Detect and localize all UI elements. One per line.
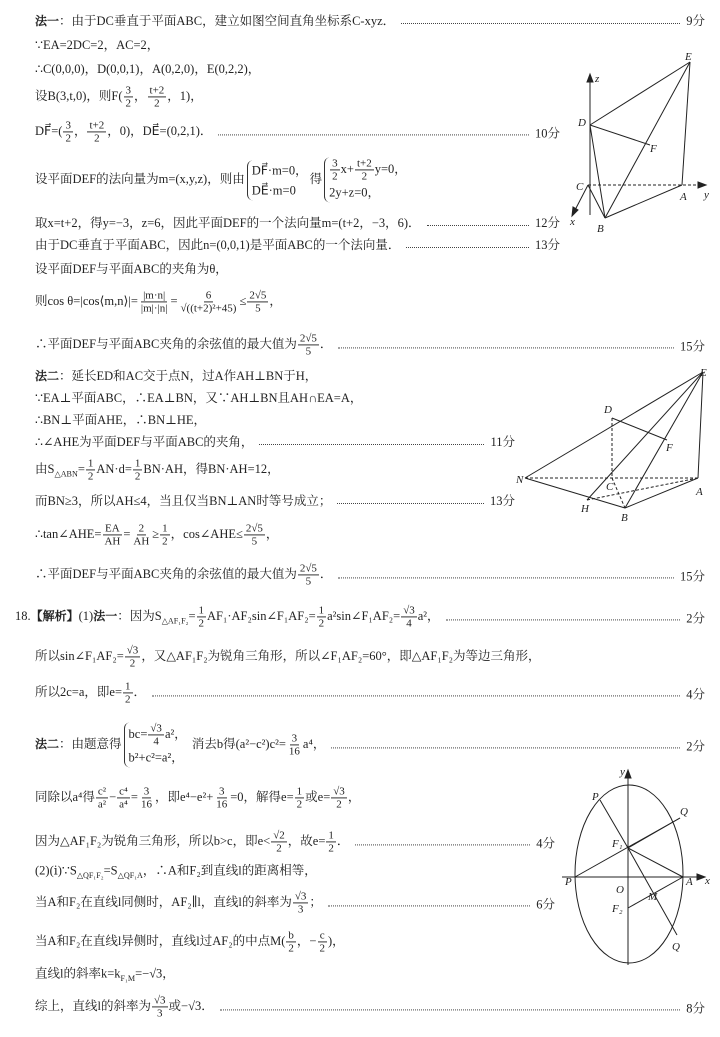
point-label: D xyxy=(604,404,612,416)
figure-ellipse xyxy=(562,770,705,965)
score-mark: 13分 xyxy=(534,238,560,252)
point-label: Q xyxy=(672,941,680,953)
line-text: 直线l的斜率$k=k_{F_1M}=-√3$， xyxy=(35,966,175,983)
line-text: ∴∠AHE为平面DEF与平面ABC的夹角， xyxy=(35,435,254,449)
line-text: 设B(3,t,0)，则F( $\frac{3}{2}$ ， $\frac{t+2}{2}$ ，1)， xyxy=(35,84,203,110)
score-mark: 13分 xyxy=(489,494,515,508)
score-mark: 2分 xyxy=(686,611,705,625)
point-label: F xyxy=(650,143,657,155)
line-text: ∴C(0,0,0)，D(0,0,1)，A(0,2,0)，E(0,2,2)， xyxy=(35,62,261,76)
point-label: D xyxy=(578,117,586,129)
point-label: Q xyxy=(680,806,688,818)
line-text: ∵EA=2DC=2，AC=2， xyxy=(35,38,160,52)
line-text: 当A和F₂在直线l同侧时，AF₂∥l，直线l的斜率为 $\frac{√3}{3}$ ； xyxy=(35,890,322,916)
point-label: M xyxy=(648,891,658,903)
axis-label: y xyxy=(620,766,625,778)
point-label: A xyxy=(686,876,693,888)
line-text: 所以2c=a，即e= $\frac{1}{2}$ ． xyxy=(35,680,147,706)
line-text: 所以sin∠F₁AF₂= $\frac{√3}{2}$ ，又△AF₁F₂为锐角三角形，所以∠F₁AF₂=60°，即△AF₁F₂为等边三角形， xyxy=(35,644,541,670)
figure-pyramid xyxy=(525,372,703,508)
score-mark: 8分 xyxy=(686,1001,705,1015)
line-text: 法一：由于DC垂直于平面ABC，建立如图空间直角坐标系C-xyz． xyxy=(35,14,396,28)
score-mark: 6分 xyxy=(536,897,555,911)
score-mark: 4分 xyxy=(686,687,705,701)
line-text: 18.【解析】(1)法一：因为$S_{\triangle AF_1F_2}=$ $\frac{1}{2}$ AF₁·AF₂sin∠F₁AF₂= $\frac{1}{2}$ a²sin∠F₁AF₂= $\frac{√3}{4}$ a²， xyxy=(15,604,440,630)
score-mark: 2分 xyxy=(686,739,705,753)
point-label: E xyxy=(700,367,707,379)
line-text: 由于DC垂直于平面ABC，因此n=(0,0,1)是平面ABC的一个法向量． xyxy=(35,238,401,252)
line-text: 法二：由题意得 bc= $\frac{√3}{4}$ a²， b²+c²=a²， 消去b得(a²−c²)c²= $\frac{3}{16}$ a⁴， xyxy=(35,722,325,767)
line-text: 同除以a⁴得 $\frac{\text{c²}}{\text{a²}}$ − $\frac{\text{c⁴}}{\text{a⁴}}$ = $\frac{3}{16}$ ，即e⁴−e²+ $\frac{3}{16}$ =0，解得e= $\frac{1}{2}$ 或e= $\frac{√3}{2}$ ， xyxy=(35,785,361,811)
line-text: 而BN≥3，所以AH≤4，当且仅当BN⊥AN时等号成立； xyxy=(35,494,332,508)
score-mark: 15分 xyxy=(679,569,705,583)
point-label: E xyxy=(685,51,692,63)
point-label: B xyxy=(621,512,628,524)
point-label: B xyxy=(597,223,604,235)
point-label: C xyxy=(576,181,584,193)
line-text: 当A和F₂在直线l异侧时，直线l过AF₂的中点M( $\frac{b}{2}$ ，− $\frac{c}{2}$ )， xyxy=(35,929,345,955)
point-label: C xyxy=(606,481,614,493)
line-text: 由$S_{\triangle ABN}=$ $\frac{1}{2}$ AN·d= $\frac{1}{2}$ BN·AH，得BN·AH=12， xyxy=(35,457,280,483)
axis-label: x xyxy=(705,875,710,887)
point-label: F₁ xyxy=(612,838,623,850)
line-text: DF⃗=( $\frac{3}{2}$ ， $\frac{t+2}{2}$ ，0)，DE⃗=(0,2,1)． xyxy=(35,119,213,145)
point-label: A xyxy=(680,191,687,203)
point-label: P xyxy=(592,791,599,803)
line-text: 设平面DEF与平面ABC的夹角为θ， xyxy=(35,262,228,276)
line-text: ∴tan∠AHE= $\frac{EA}{AH}$ = $\frac{2}{AH}$ ≥ $\frac{1}{2}$ ，cos∠AHE≤ $\frac{2√5}{5}$ ， xyxy=(35,522,279,548)
line-text: 设平面DEF的法向量为m=(x,y,z)，则由 DF⃗·m=0， DE⃗·m=0 得 $\frac{3}{2}$ x+ $\frac{t+2}{2}$ y=0， 2y+z=0， xyxy=(35,157,409,202)
line-text: ∵EA⊥平面ABC，∴EA⊥BN，又∵AH⊥BN且AH∩EA=A， xyxy=(35,391,363,405)
score-mark: 11分 xyxy=(490,435,515,449)
line-text: ∴BN⊥平面AHE，∴BN⊥HE， xyxy=(35,413,207,427)
score-mark: 12分 xyxy=(534,216,560,230)
line-text: ∴平面DEF与平面ABC夹角的余弦值的最大值为 $\frac{2√5}{5}$ ． xyxy=(35,332,333,358)
point-label: F xyxy=(666,442,673,454)
axis-label: y xyxy=(704,189,709,201)
score-mark: 15分 xyxy=(679,339,705,353)
line-text: $(2)(ⅰ)\because S_{\triangle QF_1F_2}=S_{\triangle QF_1A}$，∴A和F₂到直线l的距离相等， xyxy=(35,863,317,880)
point-label: A xyxy=(696,486,703,498)
point-label: H xyxy=(581,503,589,515)
point-label: N xyxy=(516,474,524,486)
line-text: 综上，直线l的斜率为 $\frac{√3}{3}$ 或−√3． xyxy=(35,994,214,1020)
score-mark: 10分 xyxy=(534,126,560,140)
axis-label: z xyxy=(595,73,600,85)
line-text: 取x=t+2，得y=−3，z=6，因此平面DEF的一个法向量m=(t+2，−3，6)． xyxy=(35,216,421,230)
score-mark: 4分 xyxy=(536,836,555,850)
line-text: 因为△AF₁F₂为锐角三角形，所以b>c，即e< $\frac{√2}{2}$ ，故e= $\frac{1}{2}$ ． xyxy=(35,829,350,855)
point-label: O xyxy=(616,884,624,896)
point-label: P xyxy=(565,876,572,888)
axis-label: x xyxy=(570,216,575,228)
point-label: F₂ xyxy=(612,903,623,915)
score-mark: 9分 xyxy=(686,14,705,28)
line-text: ∴平面DEF与平面ABC夹角的余弦值的最大值为 $\frac{2√5}{5}$ ． xyxy=(35,562,333,588)
line-text: 则cos θ=|cos⟨m,n⟩|= $\frac{|m\cdot n|}{|m|\cdot|n|}$ = $\frac{6}{\text{√((t+2)²+45)}}$ ≤ $\frac{2√5}{5}$ ， xyxy=(35,289,282,315)
line-text: 法二：延长ED和AC交于点N，过A作AH⊥BN于H， xyxy=(35,369,318,383)
